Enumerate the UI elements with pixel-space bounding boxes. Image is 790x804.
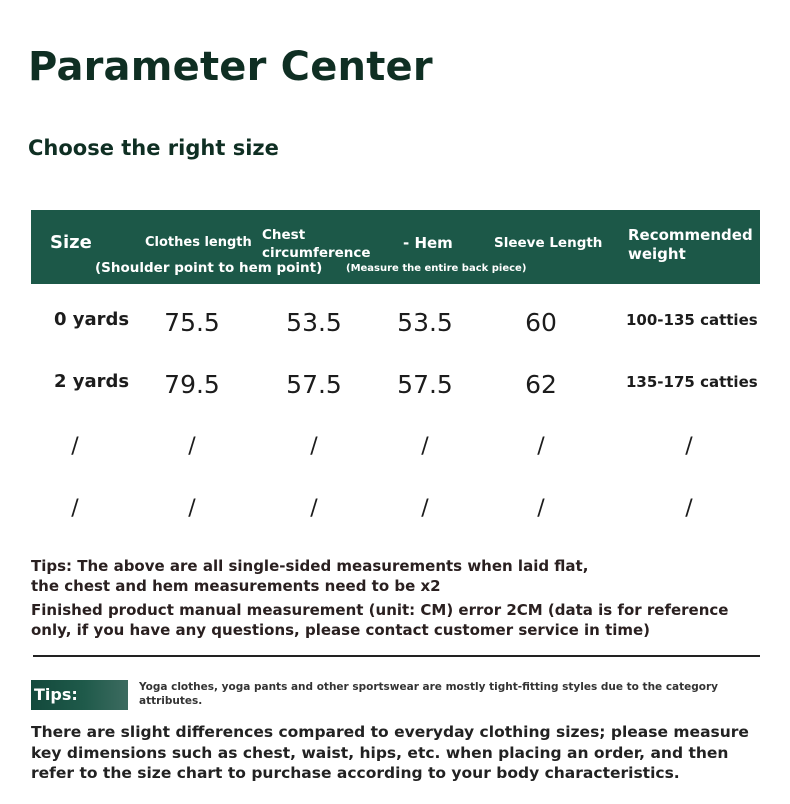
row-size: 2 yards [54,371,130,392]
row-sleeve: 62 [525,370,557,399]
tip-error-note: Finished product manual measurement (unit: CM) error 2CM (data is for reference only, if you have any questions, please contact customer service in time) [31,601,729,639]
row-size: 0 yards [54,309,130,330]
header-clothes-length-note: (Shoulder point to hem point) [95,260,323,276]
header-chest [262,226,371,262]
row-length: / [188,496,196,521]
tips-size-advice: There are slight differences compared to everyday clothing sizes; please measure key dimensions such as chest, waist, hips, etc. when placing an order, and then refer to the size chart to purchase according to your body characteristics. [31,723,749,782]
divider [33,655,760,657]
row-hem: 53.5 [397,308,453,337]
row-chest: / [310,496,318,521]
row-hem: / [421,434,429,459]
row-chest: 57.5 [286,370,342,399]
row-weight: / [685,434,693,459]
header-hem: - Hem [403,234,453,252]
row-hem: / [421,496,429,521]
tips-badge: Tips: [31,680,128,710]
header-chest-note: (Measure the entire back piece) [346,263,527,274]
page-subtitle: Choose the right size [28,136,279,160]
tip-measurement-note: Tips: The above are all single-sided measurements when laid flat, the chest and hem measurements need to be x2 [31,557,589,595]
header-sleeve: Sleeve Length [494,235,603,251]
row-hem: 57.5 [397,370,453,399]
row-weight: / [685,496,693,521]
header-weight-line1: Recommended [628,226,753,244]
row-sleeve: / [537,496,545,521]
size-table-header [31,210,760,284]
row-length: 79.5 [164,370,220,399]
page-title: Parameter Center [28,44,433,90]
row-sleeve: 60 [525,308,557,337]
header-size: Size [50,232,92,253]
row-length: 75.5 [164,308,220,337]
row-size: / [71,434,79,459]
header-clothes-length: Clothes length [145,235,252,250]
row-size: / [71,496,79,521]
row-chest: / [310,434,318,459]
header-weight-line2: weight [628,245,686,263]
row-weight: 135-175 catties [626,373,758,391]
tips-fit-note: Yoga clothes, yoga pants and other sportswear are mostly tight-fitting styles due to the category attributes. [139,681,719,707]
header-chest-line1: Chest [262,227,306,243]
row-chest: 53.5 [286,308,342,337]
header-chest-line2: circumference [262,245,371,261]
row-weight: 100-135 catties [626,311,758,329]
header-weight [628,226,753,264]
row-length: / [188,434,196,459]
row-sleeve: / [537,434,545,459]
